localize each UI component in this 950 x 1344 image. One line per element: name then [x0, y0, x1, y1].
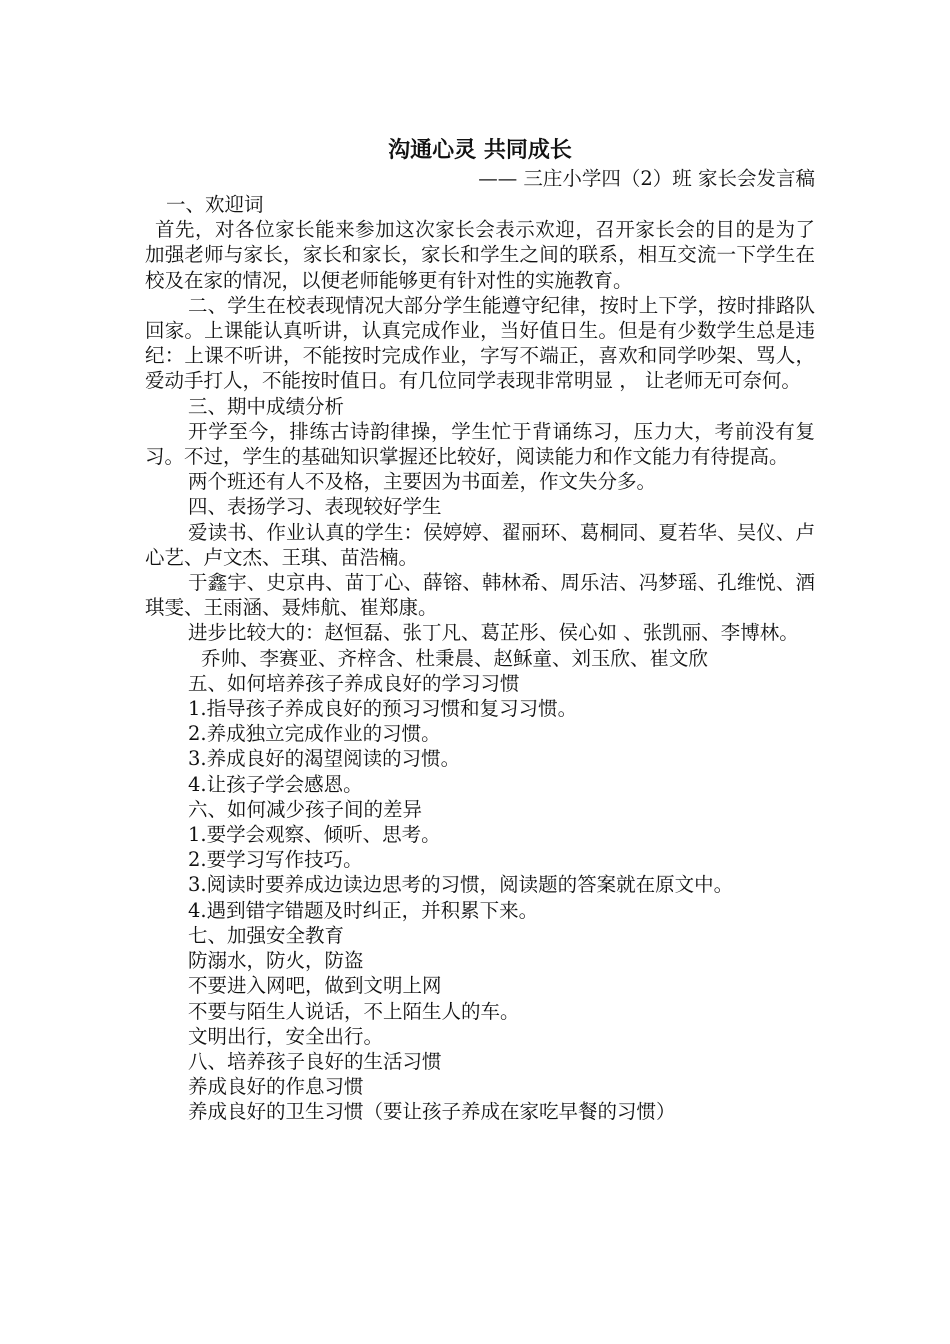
list-item-diff-4: 4.遇到错字错题及时纠正，并积累下来。 — [188, 898, 539, 922]
section-heading-5: 五、如何培养孩子养成良好的学习习惯 — [188, 671, 520, 695]
paragraph-welcome: 首先，对各位家长能来参加这次家长会表示欢迎，召开家长会的目的是为了加强老师与家长，家长和家长，家长和学生之间的联系，相互交流一下学生在校及在家的情况，以便老师能够更有针对性的实施教育。 — [145, 218, 815, 292]
paragraph-school-performance: 二、学生在校表现情况大部分学生能遵守纪律，按时上下学，按时排路队回家。上课能认真听讲，认真完成作业，当好值日生。但是有少数学生总是违纪：上课不听讲，不能按时完成作业，字写不端正，喜欢和同学吵架、骂人，爱动手打人，不能按时值日。有几位同学表现非常明显 ， 让老师无可奈何。 — [145, 293, 815, 393]
safety-item-4: 文明出行，安全出行。 — [188, 1024, 384, 1048]
list-item-study-2: 2.养成独立完成作业的习惯。 — [188, 722, 441, 746]
section-heading-4: 四、表扬学习、表现较好学生 — [188, 495, 442, 519]
list-item-diff-2: 2.要学习写作技巧。 — [188, 848, 363, 872]
section-heading-8: 八、培养孩子良好的生活习惯 — [188, 1049, 442, 1073]
list-item-diff-3: 3.阅读时要养成边读边思考的习惯，阅读题的答案就在原文中。 — [188, 873, 734, 897]
safety-item-3: 不要与陌生人说话，不上陌生人的车。 — [188, 999, 520, 1023]
document-subtitle: —— 三庄小学四（2）班 家长会发言稿 — [478, 167, 815, 190]
section-heading-3: 三、期中成绩分析 — [188, 394, 345, 418]
paragraph-praise-list: 于鑫宇、史京冉、苗丁心、薛镕、韩林希、周乐洁、冯梦瑶、孔维悦、酒琪雯、王雨涵、聂炜航、崔郑康。 — [145, 571, 815, 620]
habit-item-2: 养成良好的卫生习惯（要让孩子养成在家吃早餐的习惯） — [188, 1100, 676, 1124]
safety-item-1: 防溺水，防火，防盗 — [188, 949, 364, 973]
list-item-study-3: 3.养成良好的渴望阅读的习惯。 — [188, 747, 461, 771]
paragraph-midterm-analysis: 开学至今，排练古诗韵律操，学生忙于背诵练习，压力大，考前没有复习。不过，学生的基础知识掌握还比较好，阅读能力和作文能力有待提高。 — [145, 419, 815, 469]
section-heading-7: 七、加强安全教育 — [188, 923, 345, 947]
list-item-study-1: 1.指导孩子养成良好的预习习惯和复习习惯。 — [188, 697, 578, 721]
document-body — [145, 192, 815, 1125]
habit-item-1: 养成良好的作息习惯 — [188, 1075, 364, 1099]
document-page — [145, 134, 815, 1125]
section-heading-1: 一、欢迎词 — [166, 193, 264, 216]
paragraph-progress-list: 乔帅、李赛亚、齐梓含、杜秉晨、赵稣童、刘玉欣、崔文欣 — [201, 646, 709, 670]
paragraph-praise-readers: 爱读书、作业认真的学生：侯婷婷、翟丽环、葛桐同、夏若华、吴仪、卢心艺、卢文杰、王琪、苗浩楠。 — [145, 520, 815, 569]
paragraph-progress: 进步比较大的：赵恒磊、张丁凡、葛芷彤、侯心如 、张凯丽、李博林。 — [188, 621, 799, 645]
list-item-diff-1: 1.要学会观察、倾听、思考。 — [188, 823, 441, 847]
list-item-study-4: 4.让孩子学会感恩。 — [188, 772, 363, 796]
document-title: 沟通心灵 共同成长 — [388, 137, 572, 163]
safety-item-2: 不要进入网吧，做到文明上网 — [188, 974, 442, 998]
paragraph-fail-note: 两个班还有人不及格，主要因为书面差，作文失分多。 — [188, 470, 657, 494]
section-heading-6: 六、如何减少孩子间的差异 — [188, 797, 423, 821]
